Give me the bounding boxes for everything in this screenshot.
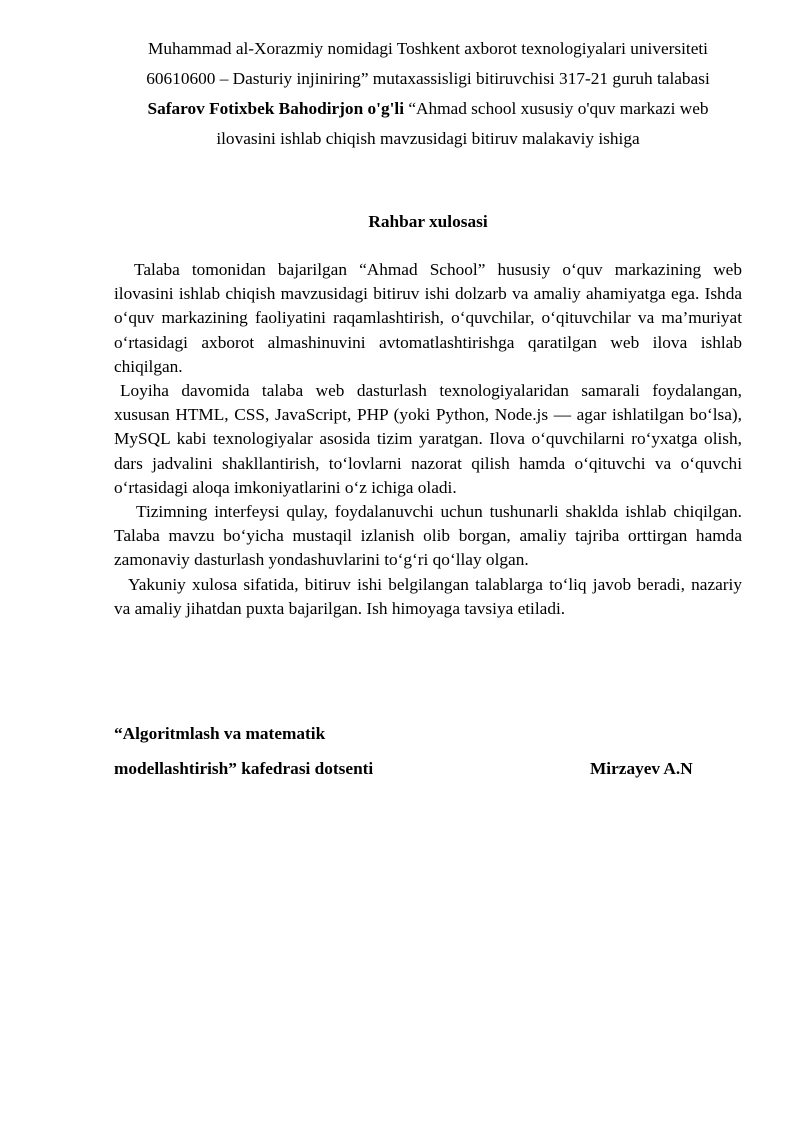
header-specialty-line: 60610600 – Dasturiy injiniring” mutaxassisligi bitiruvchisi 317-21 guruh talabasi (146, 69, 710, 88)
signature-row-2 (114, 751, 714, 786)
document-header (100, 34, 756, 154)
signature-name: Mirzayev A.N (590, 759, 693, 778)
paragraph-2: Loyiha davomida talaba web dasturlash texnologiyalaridan samarali foydalangan, xususan HTML, CSS, JavaScript, PHP (yoki Python, Node.js — agar ishlatilgan bo‘lsa), MySQL kabi texnologiyalar asosida tizim yaratgan. Ilova o‘quvchilarni ro‘yxatga olish, dars jadvalini shakllantirish, to‘lovlarni nazorat qilish hamda o‘qituvchi va o‘quvchi o‘rtasidagi aloqa imkoniyatlarini o‘z ichiga oladi. (114, 381, 742, 497)
header-topic-start: “Ahmad school xususiy o'quv markazi web (404, 99, 709, 118)
document-body (114, 258, 742, 621)
header-university-line: Muhammad al-Xorazmiy nomidagi Toshkent axborot texnologiyalari universiteti (148, 39, 708, 58)
header-topic-end: ilovasini ishlab chiqish mavzusidagi bitiruv malakaviy ishiga (216, 129, 640, 148)
student-name: Safarov Fotixbek Bahodirjon o'g'li (147, 99, 404, 118)
paragraph-3: Tizimning interfeysi qulay, foydalanuvchi uchun tushunarli shaklda ishlab chiqilgan. Talaba mavzu bo‘yicha mustaqil izlanish olib borgan, amaliy tajriba orttirgan hamda zamonaviy dasturlash yondashuvlarini to‘g‘ri qo‘llay olgan. (114, 502, 742, 570)
signature-department-line2: modellashtirish” kafedrasi dotsenti (114, 759, 374, 778)
signature-block (114, 716, 714, 786)
header-student-line (100, 94, 756, 124)
signature-department-line1: “Algoritmlash va matematik (114, 724, 326, 743)
section-title: Rahbar xulosasi (368, 212, 488, 231)
paragraph-1: Talaba tomonidan bajarilgan “Ahmad School” hususiy o‘quv markazining web ilovasini ishlab chiqish mavzusidagi bitiruv ishi dolzarb va amaliy ahamiyatga ega. Ishda o‘quv markazining faoliyatini raqamlashtirish, o‘quvchilar, o‘qituvchilar va ma’muriyat o‘rtasidagi axborot almashinuvini avtomatlashtirishga qaratilgan web ilova ishlab chiqilgan. (114, 260, 742, 376)
paragraph-4: Yakuniy xulosa sifatida, bitiruv ishi belgilangan talablarga to‘liq javob beradi, nazariy va amaliy jihatdan puxta bajarilgan. Ish himoyaga tavsiya etiladi. (114, 574, 742, 618)
